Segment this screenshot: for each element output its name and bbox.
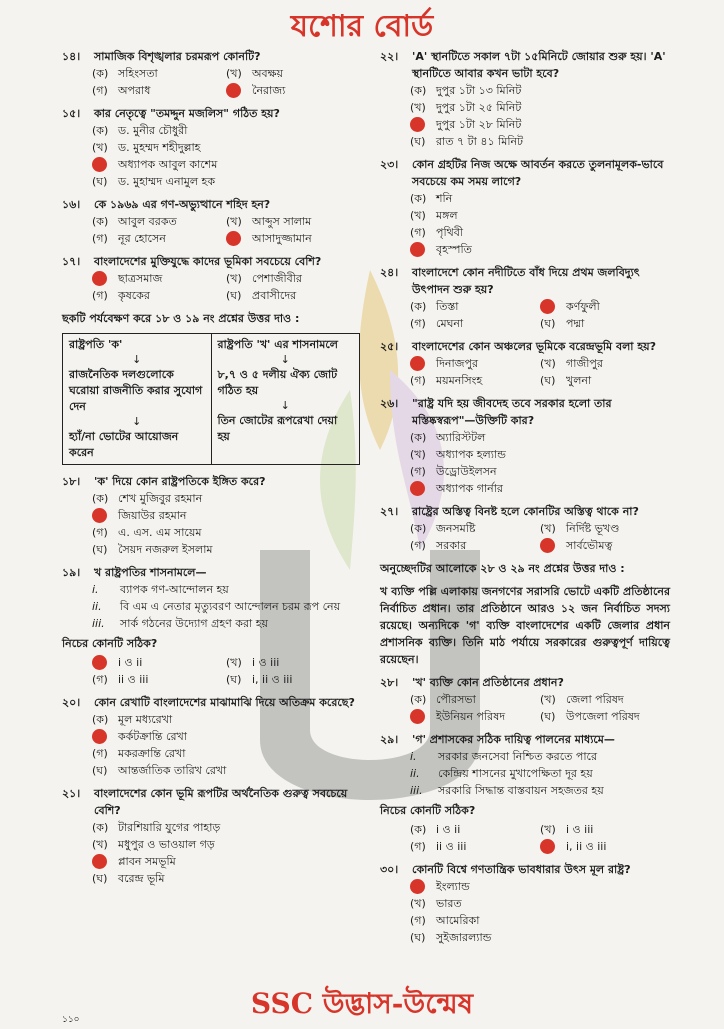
question-text: সামাজিক বিশৃঙ্খলার চরমরূপ কোনটি? xyxy=(94,50,261,63)
answer-marker-icon xyxy=(410,356,425,371)
question-text: 'A' স্থানটিতে সকাল ৭টা ১৫মিনিটে জোয়ার শুরু হয়। 'A' স্থানটিতে আবার কখন ভাটা হবে? xyxy=(412,50,666,80)
question-30 xyxy=(380,861,670,946)
option-gha[interactable]: (ঘ) i, ii ও iii xyxy=(226,673,293,686)
question-22 xyxy=(380,48,670,150)
diagram-right-header: রাষ্ট্রপতি 'খ' এর শাসনামলে xyxy=(217,338,338,351)
footer-brand-title: SSC উদ্ভাস-উন্মেষ xyxy=(250,987,474,1020)
question-number: ২১। xyxy=(62,787,81,800)
option-kha[interactable]: (খ) অবক্ষয় xyxy=(226,67,284,80)
left-column xyxy=(62,48,360,893)
answer-marker-icon xyxy=(410,242,425,257)
option-kha-correct[interactable]: কর্ণফুলী xyxy=(540,298,670,315)
option-gha-correct[interactable]: বৃহস্পতি xyxy=(410,241,670,258)
question-text: খ রাষ্ট্রপতির শাসনামলে— xyxy=(94,566,207,579)
question-text: কার নেতৃত্বে "তমদ্দুন মজলিস" গঠিত হয়? xyxy=(94,107,280,120)
question-number: ২৬। xyxy=(380,397,399,410)
question-number: ২৫। xyxy=(380,340,399,353)
question-27 xyxy=(380,503,670,554)
option-ga[interactable]: (গ) এ. এস. এম সায়েম xyxy=(92,526,202,539)
question-text: 'খ' ব্যক্তি কোন প্রতিষ্ঠানের প্রধান? xyxy=(412,676,564,689)
option-gha-correct[interactable]: আসাদুজ্জামান xyxy=(226,230,360,247)
question-number: ২৩। xyxy=(380,158,399,171)
page-number: ১১০ xyxy=(62,1015,80,1025)
option-ka[interactable]: (ক) i ও ii xyxy=(410,823,461,836)
answer-marker-icon xyxy=(92,157,107,172)
answer-marker-icon xyxy=(540,299,555,314)
question-number: ২৭। xyxy=(380,505,399,518)
answer-marker-icon xyxy=(92,508,107,523)
question-23 xyxy=(380,156,670,258)
option-gha[interactable]: (ঘ) বরেন্দ্র ভূমি xyxy=(92,872,165,885)
sub-question: নিচের কোনটি সঠিক? xyxy=(62,637,158,650)
question-text: কোন রেখাটি বাংলাদেশের মাঝামাঝি দিয়ে অতিক্রম করেছে? xyxy=(94,696,355,709)
option-ka-correct[interactable]: দিনাজপুর xyxy=(410,355,540,372)
question-number: ৩০। xyxy=(380,863,399,876)
diagram-left-header: রাষ্ট্রপতি 'ক' xyxy=(69,338,123,351)
sub-question: নিচের কোনটি সঠিক? xyxy=(380,804,476,817)
down-arrow-icon: ↓ xyxy=(280,353,290,366)
option-ka[interactable]: (ক) টারশিয়ারি যুগের পাহাড় xyxy=(92,821,221,834)
option-gha-correct[interactable]: সার্বভৌমত্ব xyxy=(540,537,670,554)
option-ka[interactable]: (ক) তিস্তা xyxy=(410,300,459,313)
option-ga-correct[interactable]: অধ্যাপক আবুল কাশেম xyxy=(92,156,360,173)
answer-marker-icon xyxy=(92,729,107,744)
instruction-28-29: অনুচ্ছেদটির আলোকে ২৮ ও ২৯ নং প্রশ্নের উত্তর দাও : xyxy=(380,562,625,575)
statement-i: i. সরকার জনসেবা নিশ্চিত করতে পারে xyxy=(410,750,598,763)
option-ga[interactable]: (গ) নূর হোসেন xyxy=(92,232,166,245)
statement-ii: ii. কেন্দ্রিয় শাসনের মুখাপেক্ষিতা দূর হয় xyxy=(410,767,593,780)
question-number: ১৭। xyxy=(62,255,81,268)
question-24 xyxy=(380,264,670,332)
option-ka[interactable]: (ক) দুপুর ১টা ১৩ মিনিট xyxy=(410,84,522,97)
question-text: বাংলাদেশের মুক্তিযুদ্ধে কাদের ভূমিকা সবচেয়ে বেশি? xyxy=(94,255,322,268)
right-column xyxy=(380,48,670,952)
option-gha[interactable]: (ঘ) পদ্মা xyxy=(540,317,585,330)
comparison-diagram xyxy=(62,333,360,465)
option-kha[interactable]: (খ) জেলা পরিষদ xyxy=(540,693,624,706)
option-gha[interactable]: (ঘ) প্রবাসীদের xyxy=(226,289,297,302)
answer-marker-icon xyxy=(410,709,425,724)
option-ga[interactable]: (গ) আমেরিকা xyxy=(410,914,480,927)
question-number: ১৫। xyxy=(62,107,81,120)
question-number: ২০। xyxy=(62,696,81,709)
answer-marker-icon xyxy=(226,83,241,98)
option-ka[interactable]: (ক) জনসমষ্টি xyxy=(410,522,476,535)
question-17 xyxy=(62,253,360,304)
statement-i: i. ব্যাপক গণ-আন্দোলন হয় xyxy=(92,583,229,596)
question-26 xyxy=(380,395,670,497)
option-gha[interactable]: (ঘ) রাত ৭ টা ৪১ মিনিট xyxy=(410,135,524,148)
question-text: বাংলাদেশের কোন অঞ্চলের ভূমিকে বরেন্দ্রভূমি বলা হয়? xyxy=(412,340,656,353)
option-kha[interactable]: (খ) নির্দিষ্ট ভূখণ্ড xyxy=(540,522,620,535)
question-text: বাংলাদেশে কোন নদীটিতে বাঁধ দিয়ে প্রথম জলবিদ্যুৎ উৎপাদন শুরু হয়? xyxy=(412,266,640,296)
option-kha[interactable]: (খ) মধুপুর ও ভাওয়াল গড় xyxy=(92,838,215,851)
option-ga[interactable]: (গ) কৃষকের xyxy=(92,289,150,302)
option-gha-correct[interactable]: নৈরাজ্য xyxy=(226,82,360,99)
diagram-left-step1: রাজনৈতিক দলগুলোকে ঘরোয়া রাজনীতি করার সুযোগ দেন xyxy=(69,368,203,413)
option-ga[interactable]: (গ) ii ও iii xyxy=(410,840,467,853)
answer-marker-icon xyxy=(92,655,107,670)
option-kha[interactable]: (খ) দুপুর ১টা ২৫ মিনিট xyxy=(410,101,522,114)
question-16 xyxy=(62,196,360,247)
option-ga[interactable]: (গ) ii ও iii xyxy=(92,673,149,686)
diagram-left-cell xyxy=(63,334,212,464)
option-gha[interactable]: (ঘ) সুইজারল্যান্ড xyxy=(410,931,492,944)
option-kha-correct[interactable]: জিয়াউর রহমান xyxy=(92,507,360,524)
answer-marker-icon xyxy=(92,271,107,286)
question-number: ১৮। xyxy=(62,475,81,488)
option-gha-correct[interactable]: অধ্যাপক গার্নার xyxy=(410,480,670,497)
question-number: ২৮। xyxy=(380,676,399,689)
option-ga-correct[interactable]: ইউনিয়ন পরিষদ xyxy=(410,708,540,725)
answer-marker-icon xyxy=(540,538,555,553)
down-arrow-icon: ↓ xyxy=(132,415,142,428)
option-kha[interactable]: (খ) ভারত xyxy=(410,897,462,910)
option-ga[interactable]: (গ) পৃথিবী xyxy=(410,226,464,239)
option-ga[interactable]: (গ) ময়মনসিংহ xyxy=(410,374,483,387)
option-ga[interactable]: (গ) সরকার xyxy=(410,539,467,552)
option-ga[interactable]: (গ) মকরক্রান্তি রেখা xyxy=(92,747,186,760)
statement-iii: iii. সার্ক গঠনের উদ্যোগ গ্রহণ করা হয় xyxy=(92,617,268,630)
option-gha[interactable]: (ঘ) উপজেলা পরিষদ xyxy=(540,710,640,723)
question-text: কোনটি বিশ্বে গণতান্ত্রিক ভাবধারার উৎস মূল রাষ্ট্র? xyxy=(412,863,631,876)
option-kha[interactable]: (খ) পেশাজীবীর xyxy=(226,272,302,285)
question-text: কোন গ্রহটির নিজ অক্ষে আবর্তন করতে তুলনামূলক-ভাবে সবচেয়ে কম সময় লাগে? xyxy=(412,158,664,188)
question-text: "রাষ্ট্র যদি হয় জীবদেহ তবে সরকার হলো তার মস্তিষ্কস্বরূপ"—উক্তিটি কার? xyxy=(412,397,612,427)
statement-iii: iii. সরকারি সিদ্ধান্ত বাস্তবায়ন সহজতর হয় xyxy=(410,784,604,797)
option-kha[interactable]: (খ) গাজীপুর xyxy=(540,357,603,370)
answer-marker-icon xyxy=(410,879,425,894)
option-kha[interactable]: (খ) i ও iii xyxy=(226,656,280,669)
diagram-left-step2: হ্যাঁ/না ভোটের আয়োজন করেন xyxy=(69,430,179,459)
option-ka[interactable]: (ক) অ্যারিস্টটল xyxy=(410,431,486,444)
option-ka[interactable]: (ক) শেখ মুজিবুর রহমান xyxy=(92,492,203,505)
diagram-right-step2: তিন জোটের রূপরেখা দেয়া হয় xyxy=(217,414,338,443)
question-15 xyxy=(62,105,360,190)
question-20 xyxy=(62,694,360,779)
answer-marker-icon xyxy=(92,854,107,869)
question-29 xyxy=(380,731,670,855)
statement-ii: ii. বি এম এ নেতার মৃত্যুবরণ আন্দোলন চরম রূপ নেয় xyxy=(92,600,341,613)
option-ka[interactable]: (ক) মূল মধ্যরেখা xyxy=(92,713,173,726)
instruction-18-19: ছকটি পর্যবেক্ষণ করে ১৮ ও ১৯ নং প্রশ্নের উত্তর দাও : xyxy=(62,312,300,325)
question-number: ১৯। xyxy=(62,566,81,579)
question-19 xyxy=(62,564,360,688)
diagram-right-cell xyxy=(212,334,360,464)
option-gha-correct[interactable]: i, ii ও iii xyxy=(540,838,670,855)
option-ga[interactable]: (গ) অপরাধ xyxy=(92,84,151,97)
board-title: যশোর বোর্ড xyxy=(290,9,434,44)
question-number: ১৬। xyxy=(62,198,81,211)
option-ka[interactable]: (ক) ড. মুনীর চৌধুরী xyxy=(92,124,188,137)
option-kha[interactable]: (খ) i ও iii xyxy=(540,823,594,836)
option-ka[interactable]: (ক) শনি xyxy=(410,192,453,205)
question-number: ২৪। xyxy=(380,266,399,279)
option-ga-correct[interactable]: প্লাবন সমভূমি xyxy=(92,853,360,870)
option-kha[interactable]: (খ) আব্দুস সালাম xyxy=(226,215,312,228)
question-text: 'ক' দিয়ে কোন রাষ্ট্রপতিকে ইঙ্গিত করে? xyxy=(94,475,266,488)
question-25 xyxy=(380,338,670,389)
question-text: বাংলাদেশের কোন ভূমি রূপটির অর্থনৈতিক গুরুত্ব সবচেয়ে বেশি? xyxy=(94,787,348,817)
question-text: রাষ্ট্রের অস্তিত্ব বিনষ্ট হলে কোনটির অস্তিত্ব থাকে না? xyxy=(412,505,639,518)
option-kha[interactable]: (খ) মঙ্গল xyxy=(410,209,458,222)
question-14 xyxy=(62,48,360,99)
question-text: কে ১৯৬৯ এর গণ-অভ্যুত্থানে শহিদ হন? xyxy=(94,198,271,211)
option-ka[interactable]: (ক) আবুল বরকত xyxy=(92,215,177,228)
answer-marker-icon xyxy=(410,117,425,132)
option-ka-correct[interactable]: i ও ii xyxy=(92,654,226,671)
option-ka-correct[interactable]: ছাত্রসমাজ xyxy=(92,270,226,287)
option-gha[interactable]: (ঘ) আন্তর্জাতিক তারিখ রেখা xyxy=(92,764,227,777)
option-gha[interactable]: (ঘ) ড. মুহাম্মদ এনামুল হক xyxy=(92,175,216,188)
question-18 xyxy=(62,473,360,558)
question-21 xyxy=(62,785,360,887)
answer-marker-icon xyxy=(226,231,241,246)
option-ga[interactable]: (গ) উড্রোউইলসন xyxy=(410,465,497,478)
question-number: ১৪। xyxy=(62,50,81,63)
option-kha[interactable]: (খ) অধ্যাপক হল্যান্ড xyxy=(410,448,506,461)
answer-marker-icon xyxy=(410,481,425,496)
question-text: 'গ' প্রশাসকের সঠিক দায়িত্ব পালনের মাধ্যমে— xyxy=(412,733,615,746)
question-28 xyxy=(380,674,670,725)
option-gha[interactable]: (ঘ) খুলনা xyxy=(540,374,592,387)
option-ka[interactable]: (ক) পৌরসভা xyxy=(410,693,476,706)
diagram-right-step1: ৮,৭ ও ৫ দলীয় ঐক্য জোট গঠিত হয় xyxy=(217,368,338,397)
answer-marker-icon xyxy=(540,839,555,854)
down-arrow-icon: ↓ xyxy=(280,399,290,412)
option-ga-correct[interactable]: দুপুর ১টা ২৮ মিনিট xyxy=(410,116,670,133)
option-kha[interactable]: (খ) ড. মুহম্মদ শহীদুল্লাহ xyxy=(92,141,201,154)
down-arrow-icon: ↓ xyxy=(132,353,142,366)
option-gha[interactable]: (ঘ) সৈয়দ নজরুল ইসলাম xyxy=(92,543,213,556)
stimulus-passage: খ ব্যক্তি পল্লি এলাকায় জনগণের সরাসরি ভোটে একটি প্রতিষ্ঠানের নির্বাচিত প্রধান। তার প্রতিষ্ঠানে আরও ১২ জন নির্বাচিত সদস্য রয়েছে। অন্যদিকে 'গ' ব্যক্তি বাংলাদেশের একটি জেলার প্রধান প্রশাসনিক ব্যক্তি। তিনি মাঠ পর্যায়ে সরকারের গুরুত্বপূর্ণ দায়িত্বে রয়েছেন। xyxy=(380,585,670,666)
question-number: ২২। xyxy=(380,50,399,63)
option-ka-correct[interactable]: ইংল্যান্ড xyxy=(410,878,670,895)
question-number: ২৯। xyxy=(380,733,399,746)
option-ga[interactable]: (গ) মেঘনা xyxy=(410,317,464,330)
option-ka[interactable]: (ক) সহিংসতা xyxy=(92,67,158,80)
option-kha-correct[interactable]: কর্কটক্রান্তি রেখা xyxy=(92,728,360,745)
